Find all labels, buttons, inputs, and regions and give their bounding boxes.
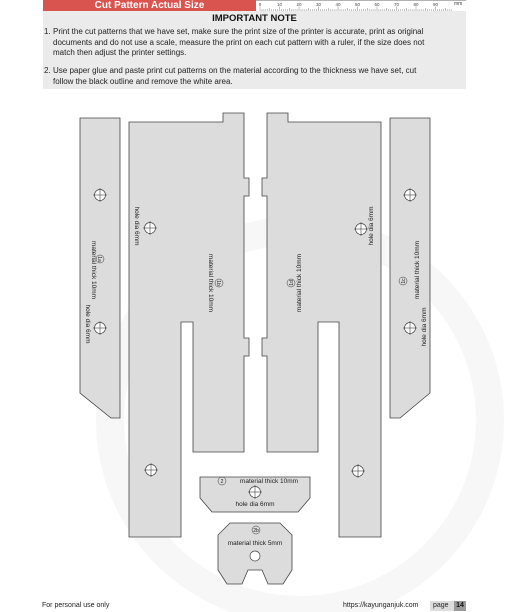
material-label: material thick 10mm	[239, 478, 299, 485]
hole-label: hole dia 6mm	[133, 206, 140, 246]
material-label: material thick 10mm	[296, 253, 303, 313]
page-number: 14	[454, 601, 466, 611]
ruler-label: 60	[374, 2, 380, 7]
pattern-piece-2b	[218, 523, 292, 584]
page-label: page	[433, 602, 449, 609]
piece-id: 1a	[96, 256, 102, 262]
pattern-piece-1b	[129, 113, 249, 537]
hole-label: hole dia 6mm	[84, 304, 91, 344]
material-label: material thick 5mm	[227, 540, 283, 547]
note-heading: IMPORTANT NOTE	[212, 13, 297, 24]
note-line: follow the black outline and remove the white area.	[53, 76, 233, 86]
pattern-piece-1a	[80, 118, 120, 418]
note-line: match then adjust the printer settings.	[53, 48, 187, 57]
pattern-piece-1c	[390, 118, 430, 418]
note-item-number: 2.	[44, 66, 51, 75]
material-label: material thick 10mm	[207, 253, 214, 313]
note-line: Use paper glue and paste print cut patterns on the material according to the thickness we have set, cut	[53, 66, 417, 75]
ruler-label: 40	[335, 2, 341, 7]
note-line: Print the cut patterns that we have set, make sure the print size of the printer is accurate, print as original	[53, 27, 424, 36]
note-item-number: 1.	[44, 27, 51, 36]
footer-website-link[interactable]: https://kayunganjuk.com	[343, 602, 419, 609]
ruler-unit: mm	[454, 1, 463, 7]
pattern-piece-2	[200, 477, 310, 512]
material-label: material thick 10mm	[90, 240, 97, 300]
ruler-label: 90	[432, 2, 439, 7]
piece-id: 2b	[253, 528, 259, 534]
piece-id: 1d	[289, 280, 295, 286]
note-line: documents and do not use a scale, measure the print on each cut pattern with a ruler, if the size does not	[53, 37, 425, 47]
piece-id: 1b	[215, 280, 221, 286]
piece-id: 2	[220, 479, 224, 485]
piece-id: 1c	[401, 278, 407, 284]
material-label: material thick 10mm	[414, 240, 421, 300]
hole-label: hole dia 6mm	[421, 307, 428, 347]
ruler-label: 70	[393, 2, 400, 7]
ruler-label: 0	[258, 2, 262, 7]
page-number-badge	[430, 601, 466, 611]
hole-label: hole dia 6mm	[368, 206, 375, 246]
pattern-piece-1d	[262, 113, 381, 537]
ruler-label: 50	[354, 2, 361, 7]
footer-usage-note: For personal use only	[42, 602, 110, 609]
ruler-label: 20	[296, 2, 302, 7]
ruler-label: 10	[276, 2, 283, 7]
ruler-label: 80	[413, 2, 419, 7]
ruler-label: 30	[315, 2, 322, 7]
page-title: Cut Pattern Actual Size	[94, 0, 205, 11]
hole-label: hole dia 6mm	[235, 501, 275, 508]
